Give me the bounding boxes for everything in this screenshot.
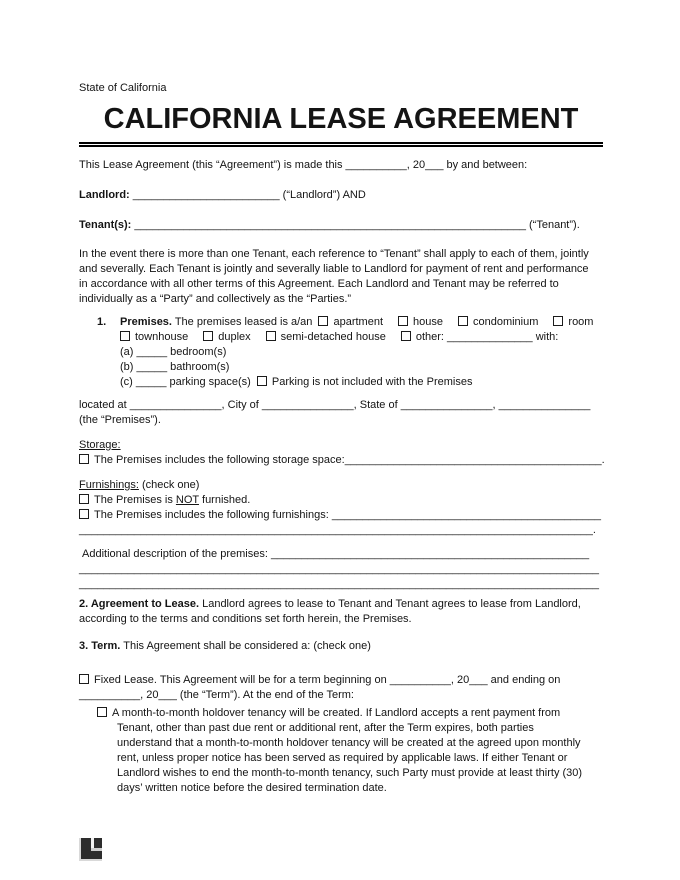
parties-paragraph-line: In the event there is more than one Tenant, each reference to “Tenant” shall apply to each of them, jointly (79, 248, 589, 260)
storage-heading (79, 438, 603, 453)
premises-heading: Premises. (120, 316, 172, 328)
premises-section-number: 1. (97, 316, 107, 328)
apartment-option-label: apartment (333, 316, 383, 328)
intro-line: This Lease Agreement (this “Agreement”) is made this __________, 20___ by and between: (79, 159, 528, 171)
holdover-line: Tenant, other than past due rent or additional rent, after the Term expires, both parties (117, 722, 534, 734)
condominium-option-label: condominium (472, 316, 539, 328)
tenant-line (79, 218, 603, 233)
bathrooms-line: (b) _____ bathroom(s) (120, 361, 230, 373)
semi-detached-house-checkbox[interactable] (266, 331, 276, 341)
parties-paragraph-line: in accordance with all other terms of this Agreement. Each Landlord and Tenant may be referred to (79, 278, 559, 290)
parking-not-included-checkbox[interactable] (257, 376, 267, 386)
storage-space-blank[interactable]: __________________________________________. (344, 454, 605, 466)
bedrooms-line: (a) _____ bedroom(s) (120, 346, 227, 358)
additional-description-line-2 (79, 562, 603, 577)
furnishings-block (79, 478, 603, 538)
townhouse-option-label: townhouse (135, 331, 189, 343)
agreement-to-lease-text: Landlord agrees to lease to Tenant and Tenant agrees to lease from Landlord, (199, 598, 581, 610)
furnishings-included-checkbox[interactable] (79, 509, 89, 519)
state-label: State of California (79, 82, 167, 94)
furnishings-heading-text: Furnishings: (79, 479, 139, 491)
other-type-label: other: ______________ with: (415, 331, 559, 343)
furnishings-included-label: The Premises includes the following furnishings: (94, 509, 332, 521)
additional-description-block (79, 547, 603, 592)
parking-spaces-text: (c) _____ parking space(s) (120, 376, 254, 388)
tenant-names-blank[interactable]: ________________________________________________________________ (131, 219, 526, 231)
tenant-label: Tenant(s): (79, 219, 132, 231)
furnishings-list-blank[interactable]: ____________________________________________ (331, 509, 602, 521)
fixed-lease-checkbox[interactable] (79, 674, 89, 684)
additional-description-line-3 (79, 577, 603, 592)
section-term-heading (79, 639, 603, 654)
located-at-line: located at _______________, City of _______________, State of _______________, _______________ (79, 399, 591, 411)
room-option-label: room (568, 316, 594, 328)
legal-templates-logo-icon (79, 838, 102, 861)
parking-not-included-label: Parking is not included with the Premises (271, 376, 473, 388)
additional-description-blank-1[interactable]: ____________________________________________________ (270, 548, 590, 560)
duplex-checkbox[interactable] (203, 331, 213, 341)
fixed-lease-block (79, 673, 603, 703)
fixed-lease-text: Fixed Lease. This Agreement will be for a term beginning on __________, 20___ and ending on (94, 674, 561, 686)
parties-paragraph-line: and severally. Each Tenant is jointly and severally liable to Landlord for payment of rent and performance (79, 263, 589, 275)
landlord-line-rest: (“Landlord”) AND (279, 189, 366, 201)
landlord-line (79, 188, 603, 203)
premises-lead-text: The premises leased is a/an (171, 316, 316, 328)
holdover-tenancy-checkbox[interactable] (97, 707, 107, 717)
condominium-checkbox[interactable] (458, 316, 468, 326)
furnishings-heading-note: (check one) (138, 479, 200, 491)
other-type-checkbox[interactable] (401, 331, 411, 341)
furnishings-continuation-line (79, 523, 603, 538)
document-content (79, 81, 603, 796)
storage-space-checkbox[interactable] (79, 454, 89, 464)
agreement-to-lease-line-2: according to the terms and conditions set forth herein, the Premises. (79, 613, 412, 625)
additional-description-blank-3[interactable]: _____________________________________________________________________________________ (79, 578, 600, 590)
parking-line (120, 375, 603, 390)
located-at-line-2: (the “Premises”). (79, 414, 161, 426)
premises-type-line-2 (120, 330, 603, 345)
agreement-to-lease-heading: 2. Agreement to Lease. (79, 598, 200, 610)
holdover-line-1 (97, 706, 603, 721)
fixed-lease-line-1 (79, 673, 603, 688)
not-furnished-pre-text: The Premises is (94, 494, 176, 506)
parties-paragraph (79, 247, 603, 307)
holdover-line: rent, unless proper notice has been served as required by applicable laws. If either Tenant or (117, 752, 568, 764)
section-premises (79, 315, 603, 390)
fixed-lease-line-2: __________, 20___ (the “Term”). At the end of the Term: (79, 689, 354, 701)
term-heading-rest: This Agreement shall be considered a: (check one) (120, 640, 371, 652)
holdover-line: understand that a month-to-month holdover tenancy will be created at the agreed upon monthly (117, 737, 581, 749)
agreement-to-lease-line-1 (79, 597, 603, 612)
holdover-line: days’ written notice before the desired termination date. (117, 782, 387, 794)
additional-description-label: Additional description of the premises: (82, 548, 271, 560)
located-at-block (79, 398, 603, 428)
holdover-line: Landlord wishes to end the month-to-month tenancy, such Party must provide at least thirty (30) (117, 767, 583, 779)
additional-description-blank-2[interactable]: _____________________________________________________________________________________ (79, 563, 600, 575)
storage-block (79, 438, 603, 468)
semi-detached-house-option-label: semi-detached house (280, 331, 386, 343)
page-title: CALIFORNIA LEASE AGREEMENT (103, 103, 579, 135)
parties-paragraph-line: individually as a “Party” and collectively as the “Parties.” (79, 293, 352, 305)
landlord-name-blank[interactable]: ________________________ (129, 189, 280, 201)
apartment-checkbox[interactable] (318, 316, 328, 326)
section-agreement-to-lease (79, 597, 603, 627)
townhouse-checkbox[interactable] (120, 331, 130, 341)
term-heading: 3. Term. (79, 640, 121, 652)
not-furnished-line (79, 493, 603, 508)
not-word: NOT (175, 494, 199, 506)
additional-description-line (79, 547, 603, 562)
tenant-line-rest: (“Tenant”). (525, 219, 580, 231)
storage-line-label: The Premises includes the following storage space: (94, 454, 345, 466)
title-rule (79, 142, 603, 147)
duplex-option-label: duplex (218, 331, 251, 343)
room-checkbox[interactable] (553, 316, 563, 326)
premises-type-line-1 (79, 315, 603, 330)
house-option-label: house (413, 316, 443, 328)
holdover-tenancy-label: A month-to-month holdover tenancy will be created. If Landlord accepts a rent payment from (112, 707, 561, 719)
house-checkbox[interactable] (398, 316, 408, 326)
storage-line (79, 453, 603, 468)
not-furnished-checkbox[interactable] (79, 494, 89, 504)
furnishings-heading (79, 478, 603, 493)
furnishings-list-blank-2[interactable]: ____________________________________________________________________________________. (79, 524, 596, 536)
not-furnished-post-text: furnished. (198, 494, 251, 506)
holdover-tenancy-block (79, 706, 603, 796)
logo-l-horizontal-bar (91, 848, 102, 851)
storage-heading-text: Storage: (79, 439, 121, 451)
landlord-label: Landlord: (79, 189, 130, 201)
furnishings-included-line (79, 508, 603, 523)
